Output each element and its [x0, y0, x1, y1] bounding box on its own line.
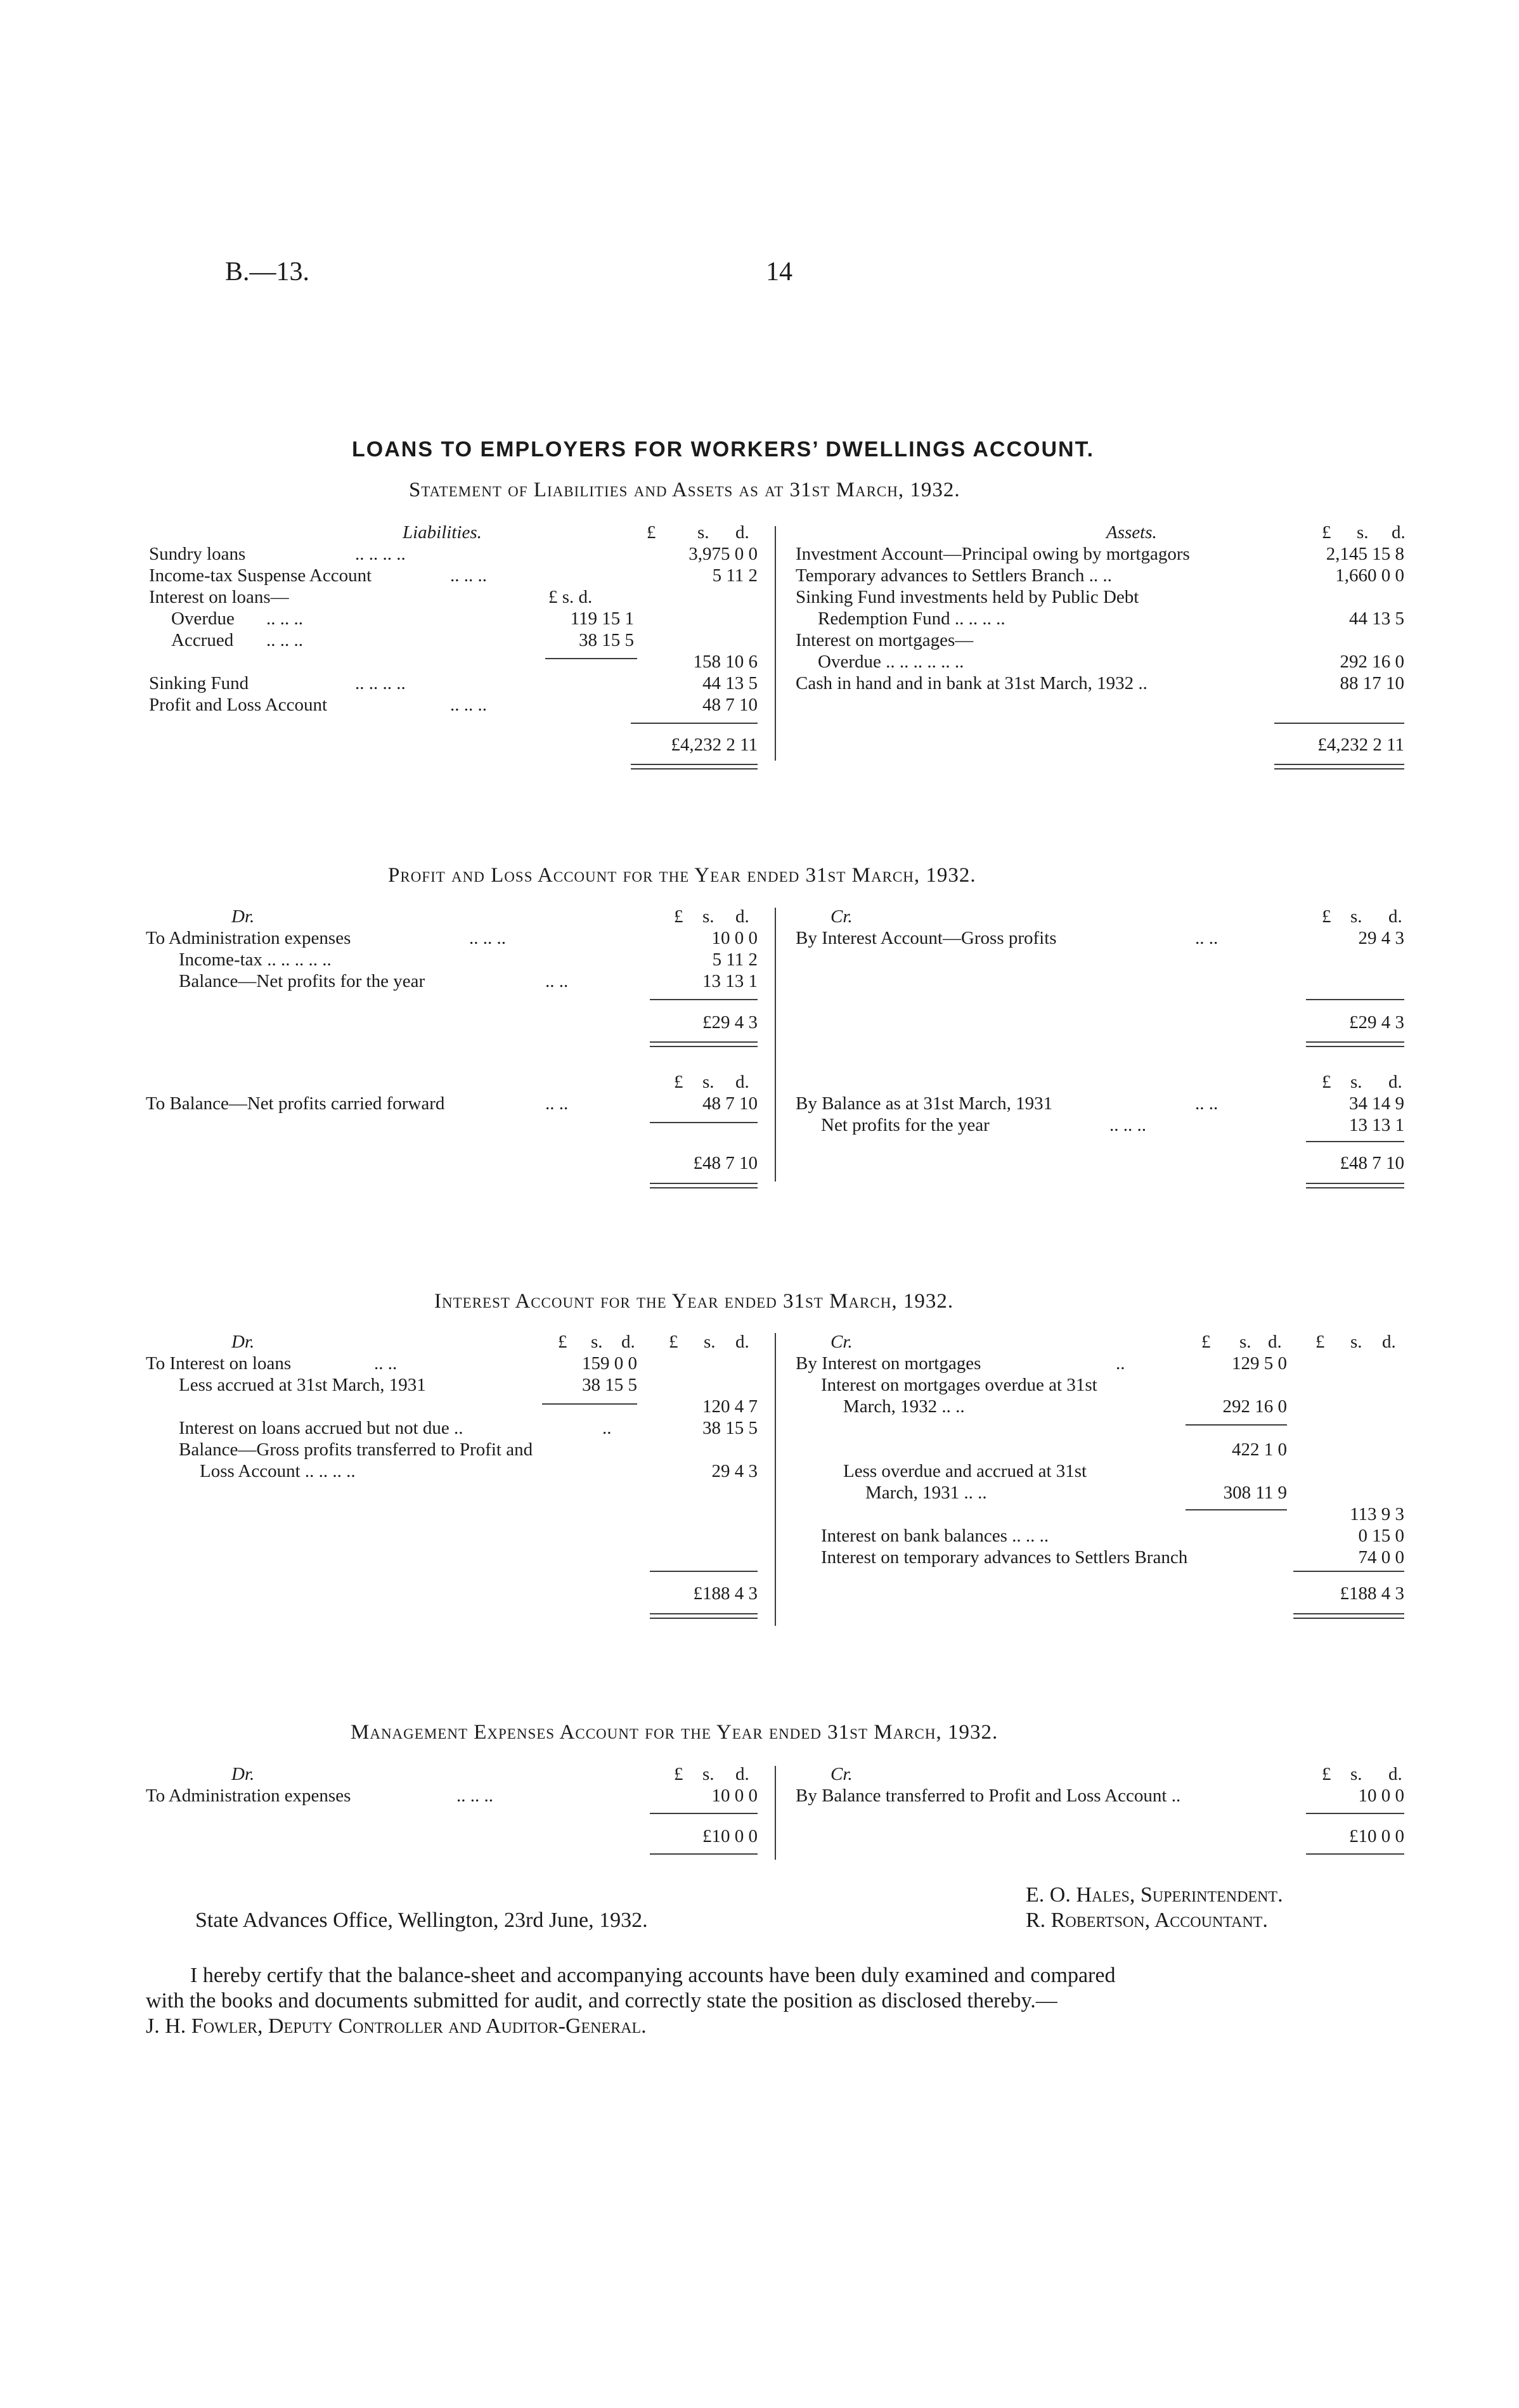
- pl-gross-profits-amount: 29 4 3: [1358, 928, 1404, 948]
- double-rule-bottom: [1293, 1618, 1404, 1619]
- asset-investment-label: Investment Account—Principal owing by mortgagors: [796, 544, 1190, 564]
- liab-interest-total: 158 10 6: [693, 652, 758, 672]
- double-rule-bottom: [1274, 768, 1404, 769]
- mgmt-dr-caption: Dr.: [231, 1764, 255, 1784]
- liab-total: £4,232 2 11: [671, 735, 758, 755]
- liab-accrued-label: Accrued: [171, 630, 234, 650]
- leader-dots: .. ..: [1195, 1093, 1218, 1114]
- pl-net-profits-amount: 13 13 1: [1349, 1115, 1404, 1135]
- int-bank-amount: 0 15 0: [1358, 1526, 1404, 1546]
- col-pence: d.: [735, 1764, 749, 1784]
- leader-dots: .. .. .. ..: [355, 673, 406, 693]
- double-rule-top: [1293, 1613, 1404, 1614]
- double-rule-bottom: [631, 768, 758, 769]
- liab-sundry-loans-label: Sundry loans: [149, 544, 246, 564]
- col-pounds: £: [669, 1332, 678, 1352]
- certificate-line-2: with the books and documents submitted for audit, and correctly state the position as disclosed thereby.—: [146, 1989, 1057, 2012]
- int-less-overdue-amount: 308 11 9: [1223, 1483, 1287, 1503]
- double-rule-bottom: [1306, 1187, 1404, 1188]
- asset-overdue-amount: 292 16 0: [1340, 652, 1404, 672]
- document-reference: B.—13.: [225, 257, 310, 287]
- leader-dots: .. .. .. ..: [355, 544, 406, 564]
- asset-interest-mortgages-label: Interest on mortgages—: [796, 630, 974, 650]
- total-rule: [1306, 999, 1404, 1000]
- int-less-accrued-label: Less accrued at 31st March, 1931: [179, 1375, 426, 1395]
- leader-dots: ..: [602, 1418, 612, 1438]
- int-less-overdue-label-2: March, 1931 .. ..: [865, 1483, 987, 1503]
- pl-admin-label: To Administration expenses: [146, 928, 351, 948]
- int-balance-label-2: Loss Account .. .. .. ..: [200, 1461, 356, 1481]
- int-balance-label-1: Balance—Gross profits transferred to Profit and: [179, 1439, 533, 1460]
- certificate-line-3: J. H. Fowler, Deputy Controller and Auditor-General.: [146, 2014, 647, 2038]
- col-pence: d.: [621, 1332, 635, 1352]
- asset-overdue-label: Overdue .. .. .. .. .. ..: [818, 652, 964, 672]
- pl-carried-forward-label: To Balance—Net profits carried forward: [146, 1093, 445, 1114]
- mgmt-balance-label: By Balance transferred to Profit and Loss Account ..: [796, 1786, 1181, 1806]
- int-less-overdue-label-1: Less overdue and accrued at 31st: [843, 1461, 1087, 1481]
- liabilities-caption: Liabilities.: [403, 522, 482, 543]
- leader-dots: .. .. ..: [266, 608, 303, 629]
- col-pence: d.: [1392, 522, 1406, 543]
- liab-interest-loans-label: Interest on loans—: [149, 587, 289, 607]
- total-rule: [650, 1122, 758, 1123]
- col-shillings: s.: [704, 1332, 716, 1352]
- col-pence: d.: [1388, 1764, 1402, 1784]
- col-pence: d.: [735, 522, 749, 543]
- col-pence: d.: [735, 906, 749, 927]
- col-shillings: s.: [1239, 1332, 1251, 1352]
- int-less-accrued-amount: 38 15 5: [582, 1375, 637, 1395]
- col-shillings: s.: [702, 1072, 714, 1092]
- liab-overdue-amount: 119 15 1: [570, 608, 634, 629]
- sub-column-header: £ s. d.: [548, 587, 593, 607]
- mgmt-balance-amount: 10 0 0: [1358, 1786, 1404, 1806]
- int-dr-total: £188 4 3: [693, 1583, 758, 1604]
- double-rule-top: [650, 1183, 758, 1184]
- int-overdue-amount: 292 16 0: [1222, 1396, 1287, 1417]
- leader-dots: .. ..: [1195, 928, 1218, 948]
- col-pounds: £: [1322, 1764, 1331, 1784]
- pl-gross-profits-label: By Interest Account—Gross profits: [796, 928, 1057, 948]
- int-loans-label: To Interest on loans: [146, 1353, 292, 1374]
- mgmt-admin-amount: 10 0 0: [711, 1786, 758, 1806]
- mgmt-cr-caption: Cr.: [831, 1764, 853, 1784]
- col-shillings: s.: [702, 1764, 714, 1784]
- col-pounds: £: [674, 906, 683, 927]
- liab-income-tax-label: Income-tax Suspense Account: [149, 565, 372, 586]
- leader-dots: .. ..: [374, 1353, 398, 1374]
- int-temp-advances-amount: 74 0 0: [1358, 1547, 1404, 1568]
- int-temp-advances-label: Interest on temporary advances to Settlers Branch: [821, 1547, 1188, 1568]
- col-pounds: £: [1201, 1332, 1211, 1352]
- leader-dots: .. .. ..: [1109, 1115, 1146, 1135]
- int-sum-amount: 422 1 0: [1232, 1439, 1287, 1460]
- total-underline: [650, 1853, 758, 1855]
- int-mortgages-label: By Interest on mortgages: [796, 1353, 981, 1374]
- management-expenses-heading: Management Expenses Account for the Year ended 31st March, 1932.: [351, 1721, 999, 1744]
- pl-admin-amount: 10 0 0: [711, 928, 758, 948]
- double-rule-bottom: [650, 1618, 758, 1619]
- col-pounds: £: [647, 522, 656, 543]
- pl-cr-total: £29 4 3: [1349, 1012, 1404, 1033]
- leader-dots: ..: [1116, 1353, 1125, 1374]
- column-divider: [775, 526, 776, 761]
- col-pounds: £: [558, 1332, 567, 1352]
- col-pence: d.: [1388, 1072, 1402, 1092]
- col-pence: d.: [1382, 1332, 1396, 1352]
- pl-cr-total-2: £48 7 10: [1340, 1153, 1404, 1173]
- int-accrued-not-due-label: Interest on loans accrued but not due ..: [179, 1418, 463, 1438]
- double-rule-bottom: [650, 1046, 758, 1047]
- col-pounds: £: [1315, 1332, 1325, 1352]
- leader-dots: .. .. ..: [266, 630, 303, 650]
- int-accrued-not-due-amount: 38 15 5: [702, 1418, 758, 1438]
- col-shillings: s.: [591, 1332, 603, 1352]
- double-rule-bottom: [650, 1187, 758, 1188]
- column-divider: [775, 908, 776, 1181]
- asset-temporary-advances-amount: 1,660 0 0: [1335, 565, 1404, 586]
- pl-balance-amount: 13 13 1: [702, 971, 758, 991]
- signature-superintendent: E. O. Hales, Superintendent.: [1026, 1883, 1283, 1907]
- total-rule: [1306, 1141, 1404, 1142]
- col-pounds: £: [1322, 522, 1331, 543]
- int-overdue-label-2: March, 1932 .. ..: [843, 1396, 965, 1417]
- asset-redemption-fund-amount: 44 13 5: [1349, 608, 1404, 629]
- asset-cash-amount: 88 17 10: [1340, 673, 1404, 693]
- int-loans-amount: 159 0 0: [582, 1353, 637, 1374]
- total-underline: [1306, 1853, 1404, 1855]
- pl-income-tax-amount: 5 11 2: [712, 950, 758, 970]
- office-date-line: State Advances Office, Wellington, 23rd June, 1932.: [195, 1909, 648, 1932]
- leader-dots: .. .. ..: [456, 1786, 493, 1806]
- double-rule-top: [650, 1613, 758, 1614]
- balance-sheet-heading: Statement of Liabilities and Assets as at 31st March, 1932.: [409, 479, 960, 501]
- liab-sinking-fund-label: Sinking Fund: [149, 673, 249, 693]
- col-pence: d.: [735, 1072, 749, 1092]
- page-title: LOANS TO EMPLOYERS FOR WORKERS’ DWELLINGS ACCOUNT.: [352, 437, 1095, 461]
- total-rule: [631, 723, 758, 724]
- col-pence: d.: [1268, 1332, 1282, 1352]
- pl-cr-caption: Cr.: [831, 906, 853, 927]
- liab-sundry-loans-amount: 3,975 0 0: [688, 544, 758, 564]
- interest-cr-caption: Cr.: [831, 1332, 853, 1352]
- int-overdue-label-1: Interest on mortgages overdue at 31st: [821, 1375, 1097, 1395]
- asset-temporary-advances-label: Temporary advances to Settlers Branch .. ..: [796, 565, 1112, 586]
- certificate-line-1: I hereby certify that the balance-sheet and accompanying accounts have been duly examined and compared: [190, 1964, 1116, 1987]
- liab-income-tax-amount: 5 11 2: [712, 565, 758, 586]
- liab-accrued-amount: 38 15 5: [579, 630, 634, 650]
- col-pounds: £: [674, 1072, 683, 1092]
- asset-investment-amount: 2,145 15 8: [1326, 544, 1404, 564]
- mgmt-dr-total: £10 0 0: [702, 1826, 758, 1846]
- double-rule-top: [1306, 1183, 1404, 1184]
- col-shillings: s.: [1350, 1332, 1362, 1352]
- col-shillings: s.: [1350, 1764, 1362, 1784]
- double-rule-top: [1306, 1041, 1404, 1043]
- double-rule-top: [631, 764, 758, 765]
- interest-dr-caption: Dr.: [231, 1332, 255, 1352]
- col-pence: d.: [735, 1332, 749, 1352]
- asset-cash-label: Cash in hand and in bank at 31st March, 1932 ..: [796, 673, 1147, 693]
- column-divider: [775, 1766, 776, 1860]
- int-net-loans-amount: 120 4 7: [702, 1396, 758, 1417]
- subtotal-rule: [1186, 1509, 1287, 1510]
- interest-account-heading: Interest Account for the Year ended 31st March, 1932.: [434, 1290, 954, 1313]
- liab-profit-loss-label: Profit and Loss Account: [149, 695, 328, 715]
- double-rule-bottom: [1306, 1046, 1404, 1047]
- col-pence: d.: [1388, 906, 1402, 927]
- int-mortgages-amount: 129 5 0: [1232, 1353, 1287, 1374]
- signature-accountant: R. Robertson, Accountant.: [1026, 1909, 1268, 1932]
- leader-dots: .. ..: [545, 1093, 569, 1114]
- total-rule: [1274, 723, 1404, 724]
- mgmt-admin-label: To Administration expenses: [146, 1786, 351, 1806]
- leader-dots: .. .. ..: [450, 565, 487, 586]
- liab-overdue-label: Overdue: [171, 608, 235, 629]
- col-pounds: £: [1322, 1072, 1331, 1092]
- col-shillings: s.: [1350, 906, 1362, 927]
- page-number: 14: [766, 257, 792, 287]
- col-shillings: s.: [697, 522, 709, 543]
- liab-profit-loss-amount: 48 7 10: [702, 695, 758, 715]
- int-bank-label: Interest on bank balances .. .. ..: [821, 1526, 1049, 1546]
- leader-dots: .. ..: [545, 971, 569, 991]
- int-net-mortgages-amount: 113 9 3: [1350, 1504, 1404, 1524]
- profit-loss-heading: Profit and Loss Account for the Year ended 31st March, 1932.: [388, 864, 976, 887]
- subtotal-rule: [542, 1403, 637, 1405]
- total-rule: [650, 1571, 758, 1572]
- double-rule-top: [650, 1041, 758, 1043]
- assets-caption: Assets.: [1106, 522, 1157, 543]
- pl-balance-1931-amount: 34 14 9: [1349, 1093, 1404, 1114]
- col-shillings: s.: [1357, 522, 1369, 543]
- column-divider: [775, 1333, 776, 1626]
- pl-balance-1931-label: By Balance as at 31st March, 1931: [796, 1093, 1053, 1114]
- asset-redemption-fund-label: Redemption Fund .. .. .. ..: [818, 608, 1005, 629]
- total-rule: [650, 1813, 758, 1814]
- int-balance-amount: 29 4 3: [711, 1461, 758, 1481]
- pl-income-tax-label: Income-tax .. .. .. .. ..: [179, 950, 332, 970]
- total-rule: [1306, 1813, 1404, 1814]
- subtotal-rule: [1186, 1424, 1287, 1426]
- pl-dr-caption: Dr.: [231, 906, 255, 927]
- int-cr-total: £188 4 3: [1340, 1583, 1404, 1604]
- liab-sinking-fund-amount: 44 13 5: [702, 673, 758, 693]
- total-rule: [1293, 1571, 1404, 1572]
- col-shillings: s.: [702, 906, 714, 927]
- double-rule-top: [1274, 764, 1404, 765]
- pl-dr-total: £29 4 3: [702, 1012, 758, 1033]
- mgmt-cr-total: £10 0 0: [1349, 1826, 1404, 1846]
- leader-dots: .. .. ..: [450, 695, 487, 715]
- col-pounds: £: [674, 1764, 683, 1784]
- assets-total: £4,232 2 11: [1317, 735, 1404, 755]
- pl-balance-label: Balance—Net profits for the year: [179, 971, 425, 991]
- pl-dr-total-2: £48 7 10: [693, 1153, 758, 1173]
- leader-dots: .. .. ..: [469, 928, 506, 948]
- pl-carried-forward-amount: 48 7 10: [702, 1093, 758, 1114]
- col-shillings: s.: [1350, 1072, 1362, 1092]
- total-rule: [650, 999, 758, 1000]
- asset-sinking-fund-label: Sinking Fund investments held by Public Debt: [796, 587, 1139, 607]
- col-pounds: £: [1322, 906, 1331, 927]
- pl-net-profits-label: Net profits for the year: [821, 1115, 990, 1135]
